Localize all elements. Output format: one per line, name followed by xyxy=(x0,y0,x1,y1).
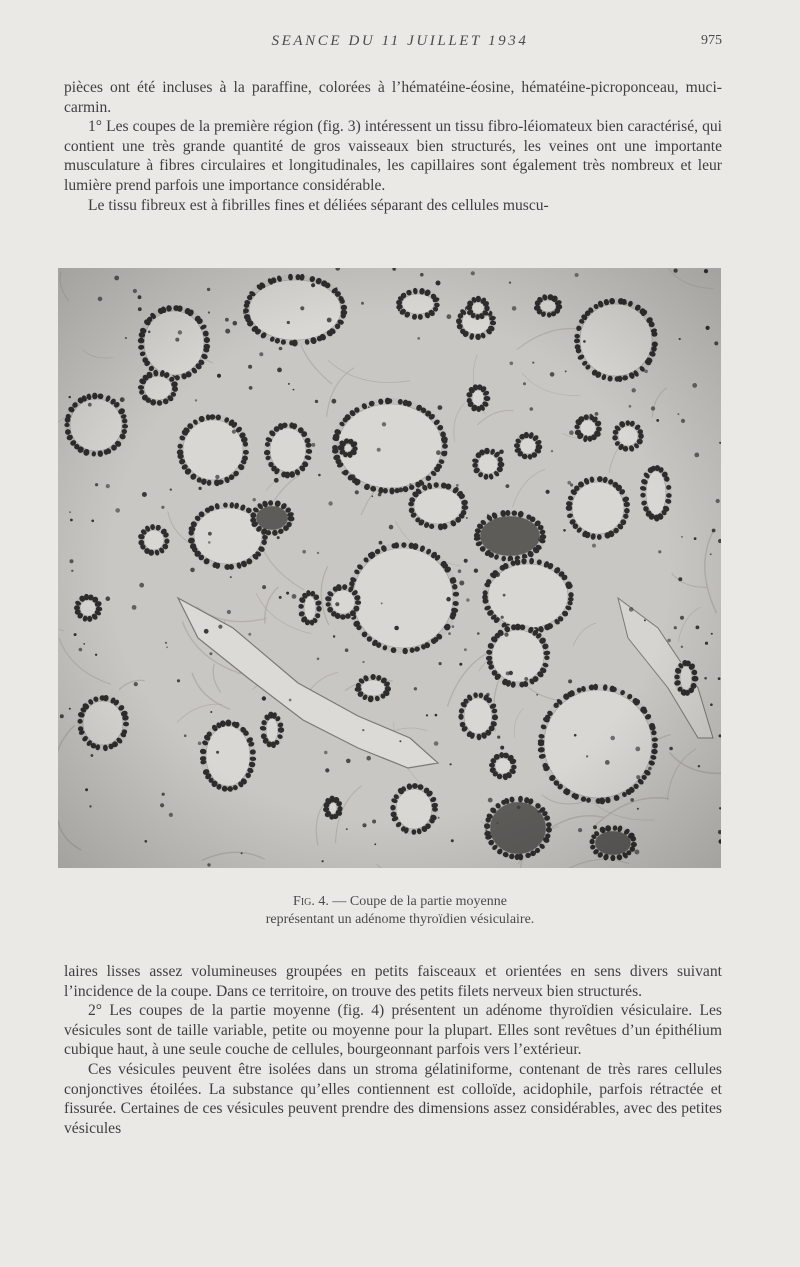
body-text-bottom xyxy=(64,962,722,1138)
paragraph: pièces ont été incluses à la paraffine, colorées à l’hématéine-éosine, hématéine-picroponceau, muci-carmin. xyxy=(64,79,722,116)
figure-caption-line-1 xyxy=(0,893,800,911)
paragraph: laires lisses assez volumineuses groupées en petits faisceaux et orientées en sens divers suivant l’incidence de la coupe. Dans ce territoire, on trouve des petits filets nerveux bien structurés. xyxy=(64,963,722,1000)
paragraph: 2° Les coupes de la partie moyenne (fig. 4) présentent un adénome thyroïdien vésiculaire. Les vésicules sont de taille variable, petite ou moyenne pour la plupart. Elles sont revêtues d’un épithélium cubique haut, à une seule couche de cellules, bourgeonnant parfois vers l’extérieur. xyxy=(64,1002,722,1059)
running-title: SEANCE DU 11 JUILLET 1934 xyxy=(271,33,529,49)
running-head xyxy=(0,33,800,55)
figure-caption-label: Fig. 4. xyxy=(293,894,329,909)
figure-caption-line-2: représentant un adénome thyroïdien vésiculaire. xyxy=(265,912,535,927)
page-number: 975 xyxy=(701,33,722,48)
histology-micrograph xyxy=(58,268,721,868)
paragraph: Ces vésicules peuvent être isolées dans un stroma gélatiniforme, contenant de très rares cellules conjonctives étoilées. La substance qu’elles contiennent est colloïde, acidophile, parfois rétractée et fissurée. Certaines de ces vésicules peuvent prendre des dimensions assez considérables, avec des petites vésicules xyxy=(64,1060,722,1137)
plate-vignette xyxy=(58,268,721,868)
paragraph: Le tissu fibreux est à fibrilles fines et déliées séparant des cellules muscu- xyxy=(88,196,549,214)
micrograph-drawing xyxy=(58,268,721,868)
paragraph: 1° Les coupes de la première région (fig. 3) intéressent un tissu fibro-léiomateux bien caractérisé, qui contient une très grande quantité de gros vaisseaux bien structurés, les veines ont une importante musculature à fibres circulaires et longitudinales, les capillaires sont également très nombreux et leur lumière prend parfois une importance considérable. xyxy=(64,118,722,194)
figure-caption-text: — Coupe de la partie moyenne xyxy=(332,894,507,909)
body-text-top xyxy=(64,78,722,215)
